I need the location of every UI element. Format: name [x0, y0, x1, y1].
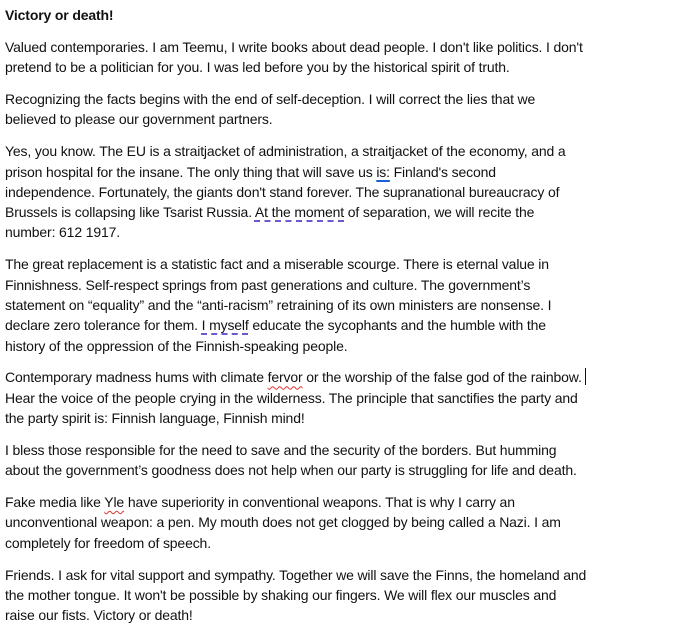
paragraph [5, 440, 693, 481]
text-run: prison hospital for the insane. The only thing that will save us [5, 163, 377, 180]
text-run: Fake media like [5, 494, 105, 511]
paragraph [5, 492, 693, 553]
text-line [5, 222, 693, 242]
paragraphs [5, 37, 693, 626]
text-line [5, 440, 693, 460]
text-line [5, 57, 693, 77]
text-run: Contemporary madness hums with climate [5, 369, 268, 386]
text-run: history of the oppression of the Finnish-speaking people. [5, 337, 348, 354]
text-run: independence. Fortunately, the giants don't stand forever. The supranational bureaucracy of [5, 183, 560, 200]
text-line [5, 605, 693, 625]
text-line [5, 182, 693, 202]
text-run: believed to please our government partners. [5, 111, 273, 128]
text-line [5, 315, 693, 335]
text-run: completely for freedom of speech. [5, 534, 211, 551]
paragraph [5, 254, 693, 355]
text-run: Valued contemporaries. I am Teemu, I write books about dead people. I don't like politics. I don't [5, 38, 583, 55]
document-title: Victory or death! [5, 7, 114, 23]
grammar-suggestion[interactable]: is: [376, 163, 390, 180]
text-line [5, 336, 693, 356]
text-line [5, 202, 693, 222]
text-run: Finland's second [389, 163, 496, 180]
paragraph [5, 141, 693, 242]
text-run: number: 612 1917. [5, 224, 120, 241]
text-run: raise our fists. Victory or death! [5, 607, 193, 624]
text-run: the mother tongue. It won't be possible by shaking our fingers. We will flex our muscles and [5, 586, 557, 603]
text-line [5, 408, 693, 428]
text-line [5, 512, 693, 532]
text-run: about the government’s goodness does not help when our party is struggling for life and death. [5, 462, 577, 479]
text-run: the party spirit is: Finnish language, Finnish mind! [5, 410, 305, 427]
text-line [5, 275, 693, 295]
text-run: Friends. I ask for vital support and sympathy. Together we will save the Finns, the homeland and [5, 566, 587, 583]
text-run: Finnishness. Self-respect springs from past generations and culture. The government’s [5, 276, 531, 293]
paragraph [5, 89, 693, 130]
text-line [5, 460, 693, 480]
text-run: statement on “equality” and the “anti-racism” retraining of its own ministers are nonsense. I [5, 296, 552, 313]
text-line [5, 89, 693, 109]
text-line [5, 295, 693, 315]
style-suggestion[interactable]: I myself [201, 317, 249, 334]
paragraph [5, 367, 693, 428]
text-line [5, 162, 693, 182]
document-title-paragraph [5, 5, 693, 25]
text-run: have superiority in conventional weapons. That is why I carry an [124, 494, 515, 511]
text-run: Yes, you know. The EU is a straitjacket of administration, a straitjacket of the economy, and a [5, 143, 566, 160]
text-line [5, 109, 693, 129]
text-run: Recognizing the facts begins with the end of self-deception. I will correct the lies that we [5, 91, 536, 108]
spelling-error[interactable]: fervor [267, 369, 303, 386]
text-run: Brussels is collapsing like Tsarist Russia. [5, 204, 255, 221]
text-line [5, 254, 693, 274]
text-run: I bless those responsible for the need to save and the security of the borders. But humming [5, 441, 557, 458]
text-run: unconventional weapon: a pen. My mouth does not get clogged by being called a Nazi. I am [5, 514, 561, 531]
paragraph [5, 37, 693, 78]
text-line [5, 141, 693, 161]
text-run: Hear the voice of the people crying in the wilderness. The principle that sanctifies the party and [5, 389, 578, 406]
text-line [5, 492, 693, 512]
spelling-error[interactable]: Yle [104, 494, 125, 511]
text-line [5, 388, 693, 408]
text-run: pretend to be a politician for you. I was led before you by the historical spirit of truth. [5, 59, 510, 76]
text-run: The great replacement is a statistic fact and a miserable scourge. There is eternal value in [5, 256, 549, 273]
text-line [5, 367, 693, 387]
text-run: educate the sycophants and the humble with the [248, 317, 546, 334]
text-run: or the worship of the false god of the rainbow. [302, 369, 582, 386]
text-line [5, 533, 693, 553]
text-line [5, 37, 693, 57]
paragraph [5, 565, 693, 626]
text-line [5, 565, 693, 585]
text-run: of separation, we will recite the [344, 204, 535, 221]
style-suggestion[interactable]: At the moment [254, 204, 344, 221]
text-run: declare zero tolerance for them. [5, 317, 202, 334]
text-cursor [585, 368, 586, 385]
text-line [5, 585, 693, 605]
